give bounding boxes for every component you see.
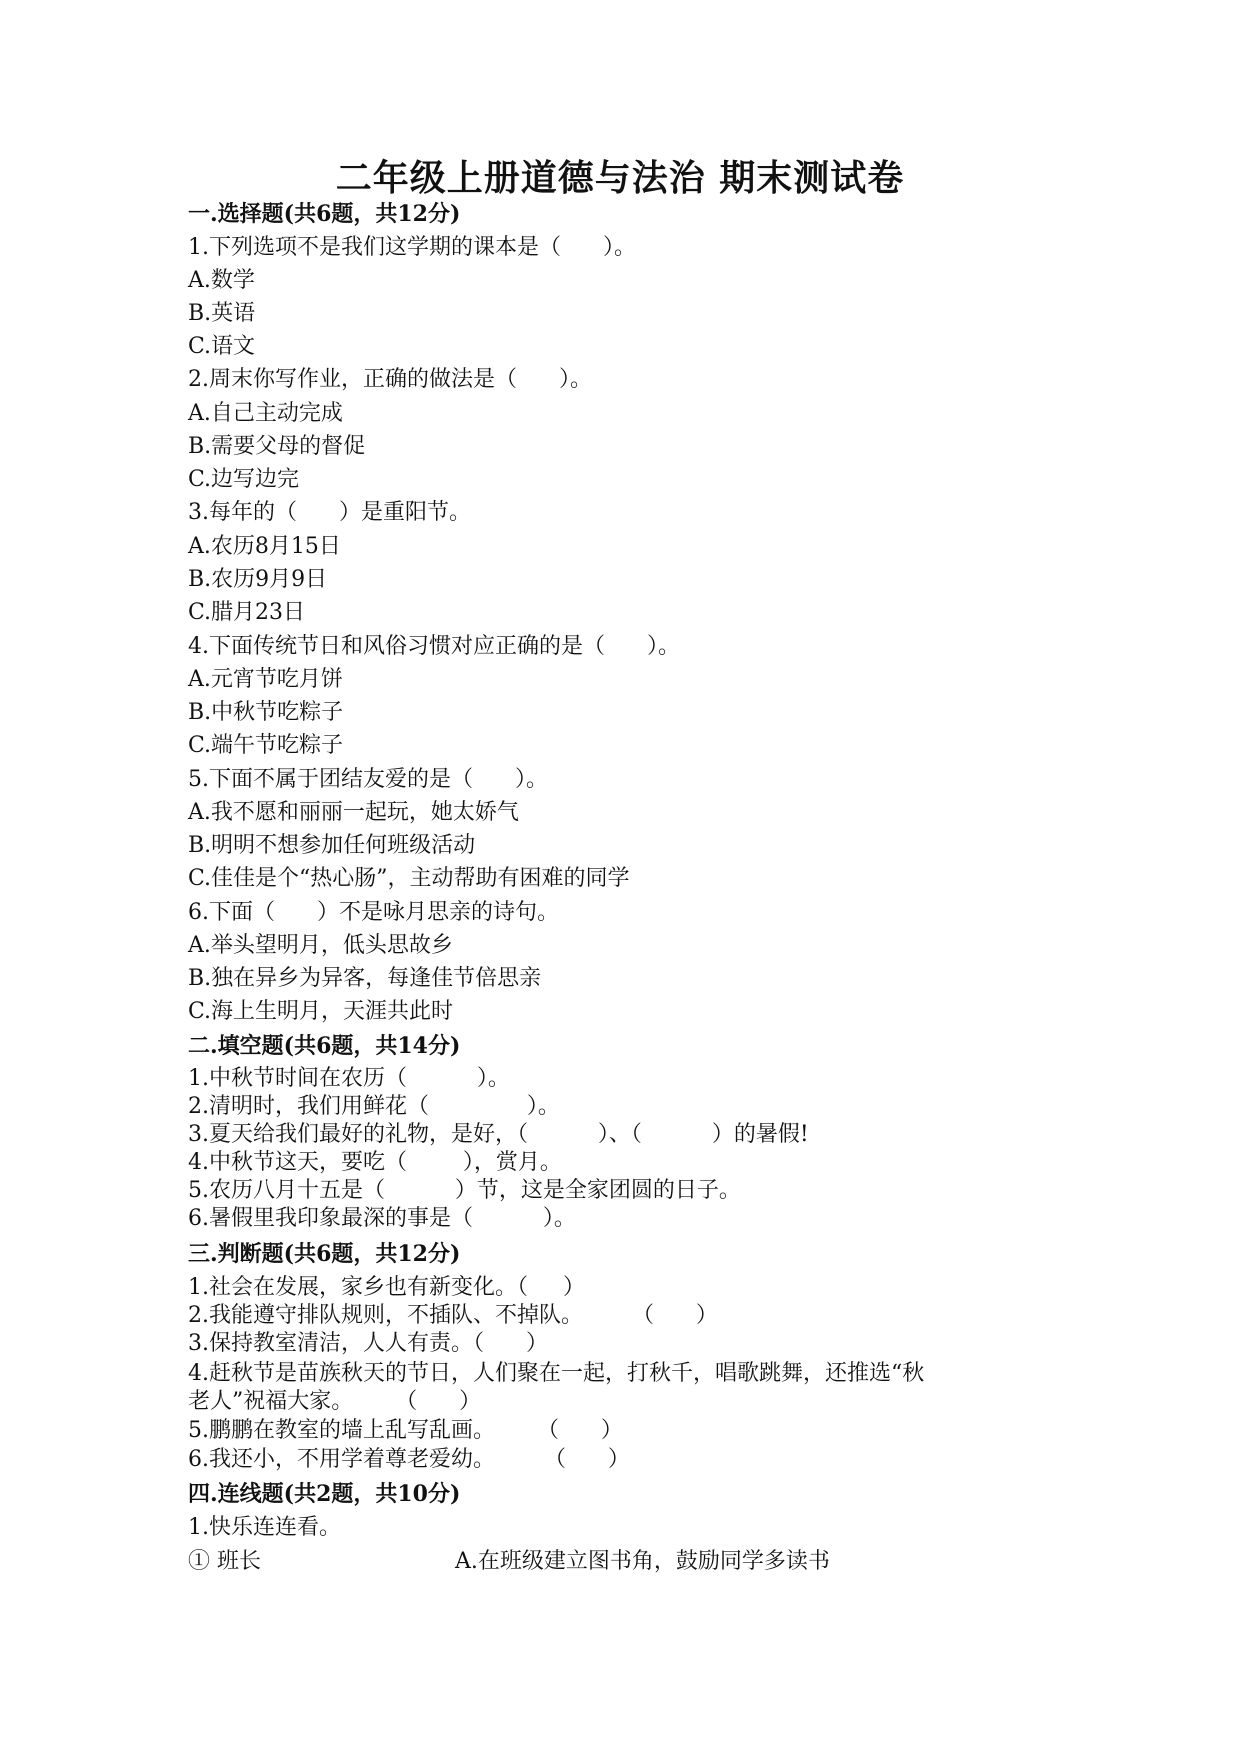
question-line: 1.中秋节时间在农历（ ）。 [188, 1066, 510, 1091]
question-line: 3.保持教室清洁，人人有责。（ ） [188, 1331, 548, 1356]
option-line: B.农历9月9日 [188, 567, 328, 592]
option-line: C.腊月23日 [188, 600, 306, 625]
question-line: 6.下面（ ）不是咏月思亲的诗句。 [188, 900, 559, 925]
option-line: B.明明不想参加任何班级活动 [188, 833, 476, 858]
option-line: A.举头望明月，低头思故乡 [188, 933, 453, 958]
option-line: A.农历8月15日 [188, 534, 341, 559]
section-heading-fill: 二.填空题(共6题，共14分) [188, 1033, 461, 1059]
question-line: 4.下面传统节日和风俗习惯对应正确的是（ ）。 [188, 634, 680, 659]
question-line: 3.夏天给我们最好的礼物，是好，（ ）、（ ）的暑假! [188, 1122, 809, 1147]
question-line: 2.清明时，我们用鲜花（ ）。 [188, 1094, 560, 1119]
question-line: 3.每年的（ ）是重阳节。 [188, 500, 471, 525]
question-line: 4.赶秋节是苗族秋天的节日，人们聚在一起，打秋千，唱歌跳舞，还推选“秋 [188, 1361, 925, 1386]
question-line: 5.农历八月十五是（ ）节，这是全家团圆的日子。 [188, 1178, 741, 1203]
question-line: 5.下面不属于团结友爱的是（ ）。 [188, 767, 548, 792]
question-line: 4.中秋节这天，要吃（ ），赏月。 [188, 1150, 562, 1175]
match-left-item: ① 班长 [188, 1549, 261, 1574]
question-line: 6.暑假里我印象最深的事是（ ）。 [188, 1206, 576, 1231]
option-line: C.佳佳是个“热心肠”，主动帮助有困难的同学 [188, 866, 630, 891]
match-right-item: A.在班级建立图书角，鼓励同学多读书 [455, 1549, 830, 1574]
question-line: 1.社会在发展，家乡也有新变化。（ ） [188, 1275, 585, 1300]
option-line: C.语文 [188, 334, 256, 359]
question-line: 2.周末你写作业，正确的做法是（ ）。 [188, 367, 592, 392]
question-line: 6.我还小，不用学着尊老爱幼。 （ ） [188, 1447, 630, 1472]
option-line: B.中秋节吃粽子 [188, 700, 344, 725]
option-line: C.海上生明月，天涯共此时 [188, 999, 454, 1024]
page-title: 二年级上册道德与法治 期末测试卷 [335, 157, 905, 199]
option-line: B.需要父母的督促 [188, 434, 366, 459]
option-line: A.我不愿和丽丽一起玩，她太娇气 [188, 800, 519, 825]
section-heading-judge: 三.判断题(共6题，共12分) [188, 1241, 461, 1267]
question-line: 老人”祝福大家。 （ ） [188, 1389, 482, 1414]
option-line: A.数学 [188, 268, 255, 293]
option-line: B.独在异乡为异客，每逢佳节倍思亲 [188, 966, 542, 991]
section-heading-match: 四.连线题(共2题，共10分) [188, 1481, 461, 1507]
section-heading-choice: 一.选择题(共6题，共12分) [188, 201, 461, 227]
option-line: B.英语 [188, 301, 256, 326]
question-line: 2.我能遵守排队规则，不插队、不掉队。 （ ） [188, 1303, 718, 1328]
question-line: 1.下列选项不是我们这学期的课本是（ ）。 [188, 235, 636, 260]
option-line: A.自己主动完成 [188, 401, 343, 426]
option-line: C.边写边完 [188, 467, 300, 492]
option-line: A.元宵节吃月饼 [188, 667, 343, 692]
question-line: 5.鹏鹏在教室的墙上乱写乱画。 （ ） [188, 1418, 623, 1443]
question-line: 1.快乐连连看。 [188, 1515, 341, 1540]
option-line: C.端午节吃粽子 [188, 733, 344, 758]
